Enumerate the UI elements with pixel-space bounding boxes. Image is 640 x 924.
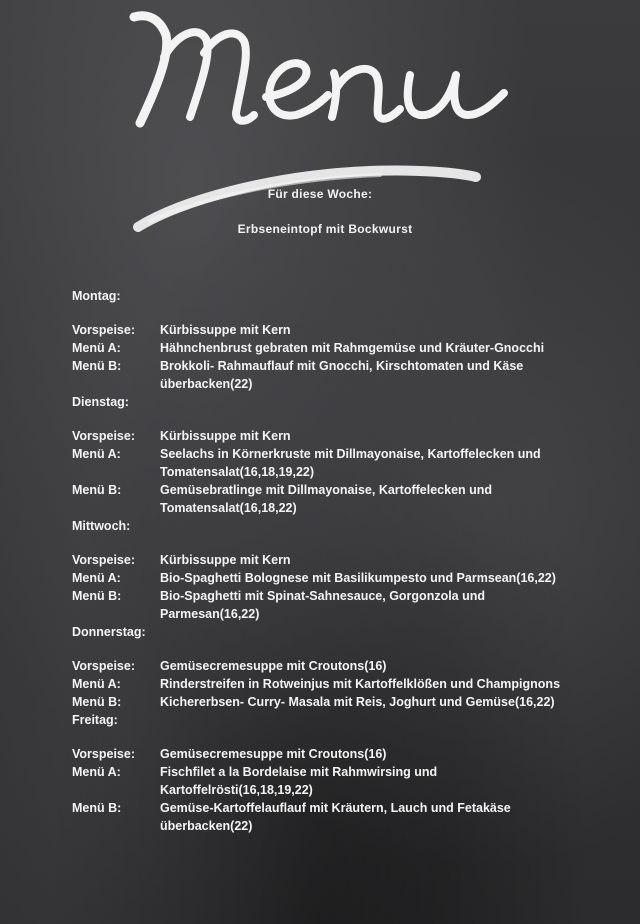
dish-text: Kürbissuppe mit Kern — [160, 553, 291, 567]
menu-row — [72, 357, 572, 393]
menu-chalk-logo — [120, 5, 540, 245]
dish-text: Bio-Spaghetti Bolognese mit Basilikumpesto und Parmsean(16,22) — [160, 571, 556, 585]
menu-row — [72, 763, 572, 799]
day-heading-freitag: Freitag: — [72, 713, 118, 727]
course-label: Vorspeise: — [72, 659, 135, 673]
menu-row — [72, 799, 572, 835]
course-label: Vorspeise: — [72, 323, 135, 337]
dish-text: Brokkoli- Rahmauflauf mit Gnocchi, Kirschtomaten und Käse überbacken(22) — [160, 359, 524, 391]
course-label: Menü A: — [72, 765, 121, 779]
dish-text: Fischfilet a la Bordelaise mit Rahmwirsing und Kartoffelrösti(16,18,19,22) — [160, 765, 438, 797]
day-heading-mittwoch: Mittwoch: — [72, 519, 131, 533]
dish-text: Gemüsecremesuppe mit Croutons(16) — [160, 659, 387, 673]
weekly-menu — [72, 285, 572, 835]
dish-text: Kichererbsen- Curry- Masala mit Reis, Joghurt und Gemüse(16,22) — [160, 695, 555, 709]
menu-row — [72, 339, 572, 357]
dish-text: Gemüse-Kartoffelauflauf mit Kräutern, Lauch und Fetakäse überbacken(22) — [160, 801, 511, 833]
menu-row — [72, 745, 572, 763]
course-label: Menü B: — [72, 483, 122, 497]
course-label: Menü B: — [72, 359, 122, 373]
dish-text: Bio-Spaghetti mit Spinat-Sahnesauce, Gorgonzola und Parmesan(16,22) — [160, 589, 486, 621]
menu-row — [72, 657, 572, 675]
course-label: Menü B: — [72, 801, 122, 815]
course-label: Menü A: — [72, 447, 121, 461]
course-label: Menü A: — [72, 677, 121, 691]
course-label: Vorspeise: — [72, 747, 135, 761]
course-label: Vorspeise: — [72, 553, 135, 567]
menu-row — [72, 427, 572, 445]
course-label: Menü A: — [72, 341, 121, 355]
week-special: Erbseneintopf mit Bockwurst — [237, 222, 413, 236]
menu-row — [72, 569, 572, 587]
menu-row — [72, 587, 572, 623]
course-label: Menü A: — [72, 571, 121, 585]
day-heading-montag: Montag: — [72, 289, 121, 303]
menu-row — [72, 693, 572, 711]
course-label: Menü B: — [72, 589, 122, 603]
menu-row — [72, 481, 572, 517]
dish-text: Rinderstreifen in Rotweinjus mit Kartoffelklößen und Champignons — [160, 677, 561, 691]
dish-text: Gemüsecremesuppe mit Croutons(16) — [160, 747, 387, 761]
dish-text: Seelachs in Körnerkruste mit Dillmayonaise, Kartoffelecken und Tomatensalat(16,18,19,22) — [160, 447, 541, 479]
dish-text: Hähnchenbrust gebraten mit Rahmgemüse und Kräuter-Gnocchi — [160, 341, 545, 355]
menu-row — [72, 321, 572, 339]
day-heading-dienstag: Dienstag: — [72, 395, 129, 409]
dish-text: Kürbissuppe mit Kern — [160, 429, 291, 443]
week-label: Für diese Woche: — [267, 187, 373, 201]
menu-row — [72, 675, 572, 693]
dish-text: Gemüsebratlinge mit Dillmayonaise, Kartoffelecken und Tomatensalat(16,18,22) — [160, 483, 493, 515]
course-label: Menü B: — [72, 695, 122, 709]
menu-row — [72, 445, 572, 481]
course-label: Vorspeise: — [72, 429, 135, 443]
menu-row — [72, 551, 572, 569]
dish-text: Kürbissuppe mit Kern — [160, 323, 291, 337]
day-heading-donnerstag: Donnerstag: — [72, 625, 146, 639]
